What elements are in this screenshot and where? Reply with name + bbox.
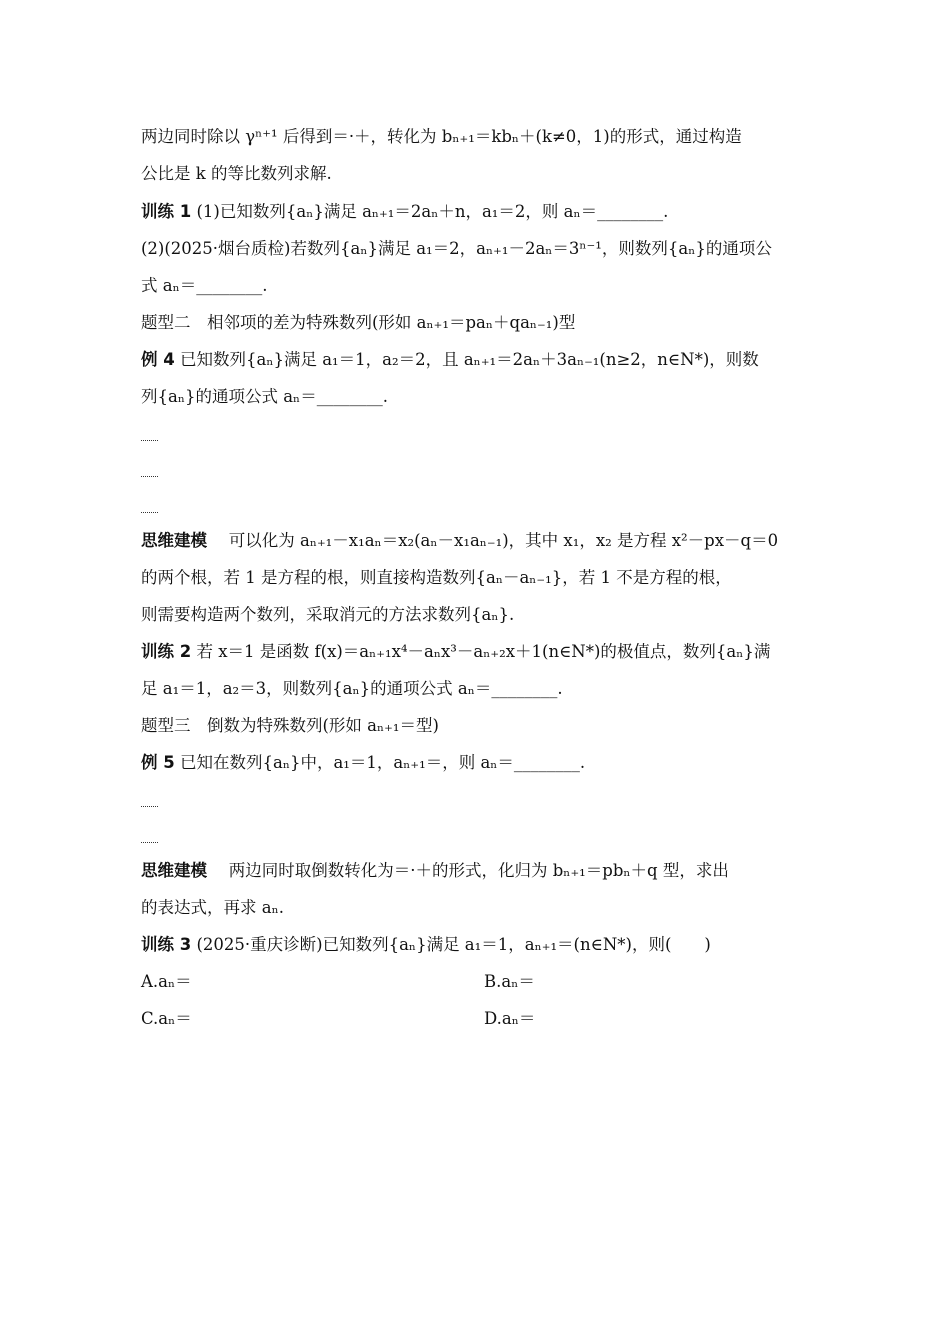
answer-placeholder-line <box>141 440 158 441</box>
section-heading: 题型三 倒数为特殊数列(形如 aₙ₊₁＝型) <box>141 716 439 735</box>
answer-placeholder-line <box>141 512 158 513</box>
example-4 <box>141 349 811 371</box>
section-heading: 题型二 相邻项的差为特殊数列(形如 aₙ₊₁＝paₙ＋qaₙ₋₁)型 <box>141 313 576 332</box>
answer-placeholder-line <box>141 806 158 807</box>
example-5 <box>141 752 811 774</box>
text-line: 的两个根，若 1 是方程的根，则直接构造数列{aₙ－aₙ₋₁}，若 1 不是方程的根， <box>141 568 732 587</box>
text-line: 式 aₙ＝________. <box>141 276 268 295</box>
model-label: 思维建模 <box>141 861 207 880</box>
options-row <box>141 1008 811 1030</box>
training-text: (2025·重庆诊断)已知数列{aₙ}满足 a₁＝1，aₙ₊₁＝(n∈N*)，则( ) <box>196 935 711 954</box>
text-line: 的表达式，再求 aₙ. <box>141 898 284 917</box>
thinking-model-1 <box>141 530 811 552</box>
example-label: 例 5 <box>141 753 175 772</box>
option-b[interactable]: B.aₙ＝ <box>484 972 535 991</box>
training-label: 训练 2 <box>141 642 192 661</box>
option-c[interactable]: C.aₙ＝ <box>141 1009 192 1028</box>
text-line: 则需要构造两个数列，采取消元的方法求数列{aₙ}. <box>141 605 515 624</box>
text-line: 列{aₙ}的通项公式 aₙ＝________. <box>141 387 388 406</box>
training-3 <box>141 934 811 956</box>
example-label: 例 4 <box>141 350 175 369</box>
training-1-part-1 <box>141 201 811 223</box>
training-2 <box>141 641 811 663</box>
model-text: 两边同时取倒数转化为＝·＋的形式，化归为 bₙ₊₁＝pbₙ＋q 型，求出 <box>228 861 729 880</box>
answer-placeholder-line <box>141 476 158 477</box>
model-label: 思维建模 <box>141 531 207 550</box>
example-text: 已知在数列{aₙ}中，a₁＝1，aₙ₊₁＝，则 aₙ＝________. <box>179 753 586 772</box>
text-line: 公比是 k 的等比数列求解. <box>141 164 332 183</box>
training-text: 若 x＝1 是函数 f(x)＝aₙ₊₁x⁴－aₙx³－aₙ₊₂x＋1(n∈N*)的极值点，数列{aₙ}满 <box>196 642 771 661</box>
text-line: (2)(2025·烟台质检)若数列{aₙ}满足 a₁＝2，aₙ₊₁－2aₙ＝3ⁿ⁻¹，则数列{aₙ}的通项公 <box>141 239 772 258</box>
option-a[interactable]: A.aₙ＝ <box>141 972 192 991</box>
thinking-model-2 <box>141 860 811 882</box>
text-line: 足 a₁＝1，a₂＝3，则数列{aₙ}的通项公式 aₙ＝________. <box>141 679 563 698</box>
example-text: 已知数列{aₙ}满足 a₁＝1，a₂＝2，且 aₙ₊₁＝2aₙ＋3aₙ₋₁(n≥2，n∈N*)，则数 <box>179 350 759 369</box>
option-d[interactable]: D.aₙ＝ <box>484 1009 536 1028</box>
training-label: 训练 1 <box>141 202 192 221</box>
model-text: 可以化为 aₙ₊₁－x₁aₙ＝x₂(aₙ－x₁aₙ₋₁)，其中 x₁，x₂ 是方程 x²－px－q＝0 <box>228 531 779 550</box>
training-text: (1)已知数列{aₙ}满足 aₙ₊₁＝2aₙ＋n，a₁＝2，则 aₙ＝________. <box>196 202 669 221</box>
training-label: 训练 3 <box>141 935 192 954</box>
answer-placeholder-line <box>141 842 158 843</box>
options-row <box>141 971 811 993</box>
text-line: 两边同时除以 γⁿ⁺¹ 后得到＝·＋，转化为 bₙ₊₁＝kbₙ＋(k≠0，1)的形式，通过构造 <box>141 127 742 146</box>
